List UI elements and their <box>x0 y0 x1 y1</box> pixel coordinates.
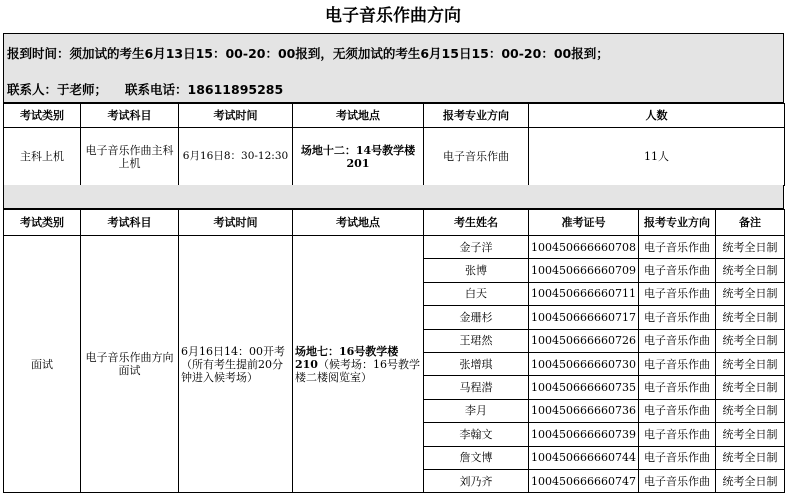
header-location: 考试地点 <box>293 104 424 128</box>
cell-direction: 电子音乐作曲 <box>639 352 716 375</box>
cell-direction: 电子音乐作曲 <box>639 329 716 352</box>
cell-exam-id: 100450666660739 <box>529 423 639 446</box>
cell-location <box>293 236 424 493</box>
cell-direction: 电子音乐作曲 <box>639 376 716 399</box>
exam-table-computer <box>3 103 785 186</box>
cell-direction: 电子音乐作曲 <box>424 128 529 186</box>
cell-exam-id: 100450666660736 <box>529 399 639 422</box>
contact-person: 联系人：于老师； <box>7 82 108 97</box>
cell-note: 统考全日制 <box>716 446 785 469</box>
registration-time: 报到时间：须加试的考生6月13日15：00-20：00报到，无须加试的考生6月15日15：00-20：00报到； <box>7 46 609 61</box>
cell-note: 统考全日制 <box>716 352 785 375</box>
header-location: 考试地点 <box>293 210 424 236</box>
exam-table-interview <box>3 209 785 493</box>
header-count: 人数 <box>529 104 785 128</box>
cell-direction: 电子音乐作曲 <box>639 236 716 259</box>
header-category: 考试类别 <box>4 104 81 128</box>
contact-phone: 联系电话：18611895285 <box>125 82 284 97</box>
cell-student-name: 金子洋 <box>424 236 529 259</box>
cell-exam-id: 100450666660735 <box>529 376 639 399</box>
header-subject: 考试科目 <box>81 210 179 236</box>
cell-direction: 电子音乐作曲 <box>639 282 716 305</box>
header-direction: 报考专业方向 <box>639 210 716 236</box>
cell-time: 6月16日14：00开考（所有考生提前20分钟进入候考场） <box>179 236 293 493</box>
cell-exam-id: 100450666660717 <box>529 306 639 329</box>
cell-exam-id: 100450666660744 <box>529 446 639 469</box>
cell-note: 统考全日制 <box>716 399 785 422</box>
cell-direction: 电子音乐作曲 <box>639 259 716 282</box>
header-student-name: 考生姓名 <box>424 210 529 236</box>
header-subject: 考试科目 <box>81 104 179 128</box>
cell-category: 面试 <box>4 236 81 493</box>
cell-note: 统考全日制 <box>716 469 785 492</box>
cell-note: 统考全日制 <box>716 329 785 352</box>
cell-student-name: 刘乃齐 <box>424 469 529 492</box>
cell-exam-id: 100450666660730 <box>529 352 639 375</box>
cell-direction: 电子音乐作曲 <box>639 469 716 492</box>
header-exam-id: 准考证号 <box>529 210 639 236</box>
cell-direction: 电子音乐作曲 <box>639 399 716 422</box>
cell-note: 统考全日制 <box>716 376 785 399</box>
cell-note: 统考全日制 <box>716 282 785 305</box>
cell-exam-id: 100450666660747 <box>529 469 639 492</box>
contact-line <box>7 80 283 98</box>
cell-student-name: 金珊杉 <box>424 306 529 329</box>
cell-student-name: 白天 <box>424 282 529 305</box>
cell-exam-id: 100450666660708 <box>529 236 639 259</box>
cell-student-name: 张博 <box>424 259 529 282</box>
header-time: 考试时间 <box>179 210 293 236</box>
header-direction: 报考专业方向 <box>424 104 529 128</box>
cell-note: 统考全日制 <box>716 236 785 259</box>
cell-note: 统考全日制 <box>716 259 785 282</box>
table-row <box>4 236 785 259</box>
cell-exam-id: 100450666660711 <box>529 282 639 305</box>
cell-location: 场地十二：14号教学楼201 <box>293 128 424 186</box>
cell-student-name: 李月 <box>424 399 529 422</box>
header-time: 考试时间 <box>179 104 293 128</box>
cell-student-name: 詹文博 <box>424 446 529 469</box>
page-title: 电子音乐作曲方向 <box>325 6 461 26</box>
cell-exam-id: 100450666660726 <box>529 329 639 352</box>
cell-direction: 电子音乐作曲 <box>639 446 716 469</box>
notice-box <box>3 33 784 103</box>
cell-exam-id: 100450666660709 <box>529 259 639 282</box>
cell-direction: 电子音乐作曲 <box>639 423 716 446</box>
cell-count: 11人 <box>529 128 785 186</box>
cell-student-name: 马程潜 <box>424 376 529 399</box>
location-main: 场地七：16号教学楼210 <box>295 344 399 371</box>
cell-student-name: 李翰文 <box>424 423 529 446</box>
cell-student-name: 王珺然 <box>424 329 529 352</box>
location-note: （候考场：16号教学楼二楼阅览室） <box>295 357 420 384</box>
cell-category: 主科上机 <box>4 128 81 186</box>
separator-row <box>3 185 784 209</box>
cell-time: 6月16日8：30-12:30 <box>179 128 293 186</box>
header-note: 备注 <box>716 210 785 236</box>
cell-note: 统考全日制 <box>716 423 785 446</box>
cell-subject: 电子音乐作曲方向面试 <box>81 236 179 493</box>
header-category: 考试类别 <box>4 210 81 236</box>
cell-direction: 电子音乐作曲 <box>639 306 716 329</box>
cell-student-name: 张增琪 <box>424 352 529 375</box>
cell-subject: 电子音乐作曲主科上机 <box>81 128 179 186</box>
cell-note: 统考全日制 <box>716 306 785 329</box>
